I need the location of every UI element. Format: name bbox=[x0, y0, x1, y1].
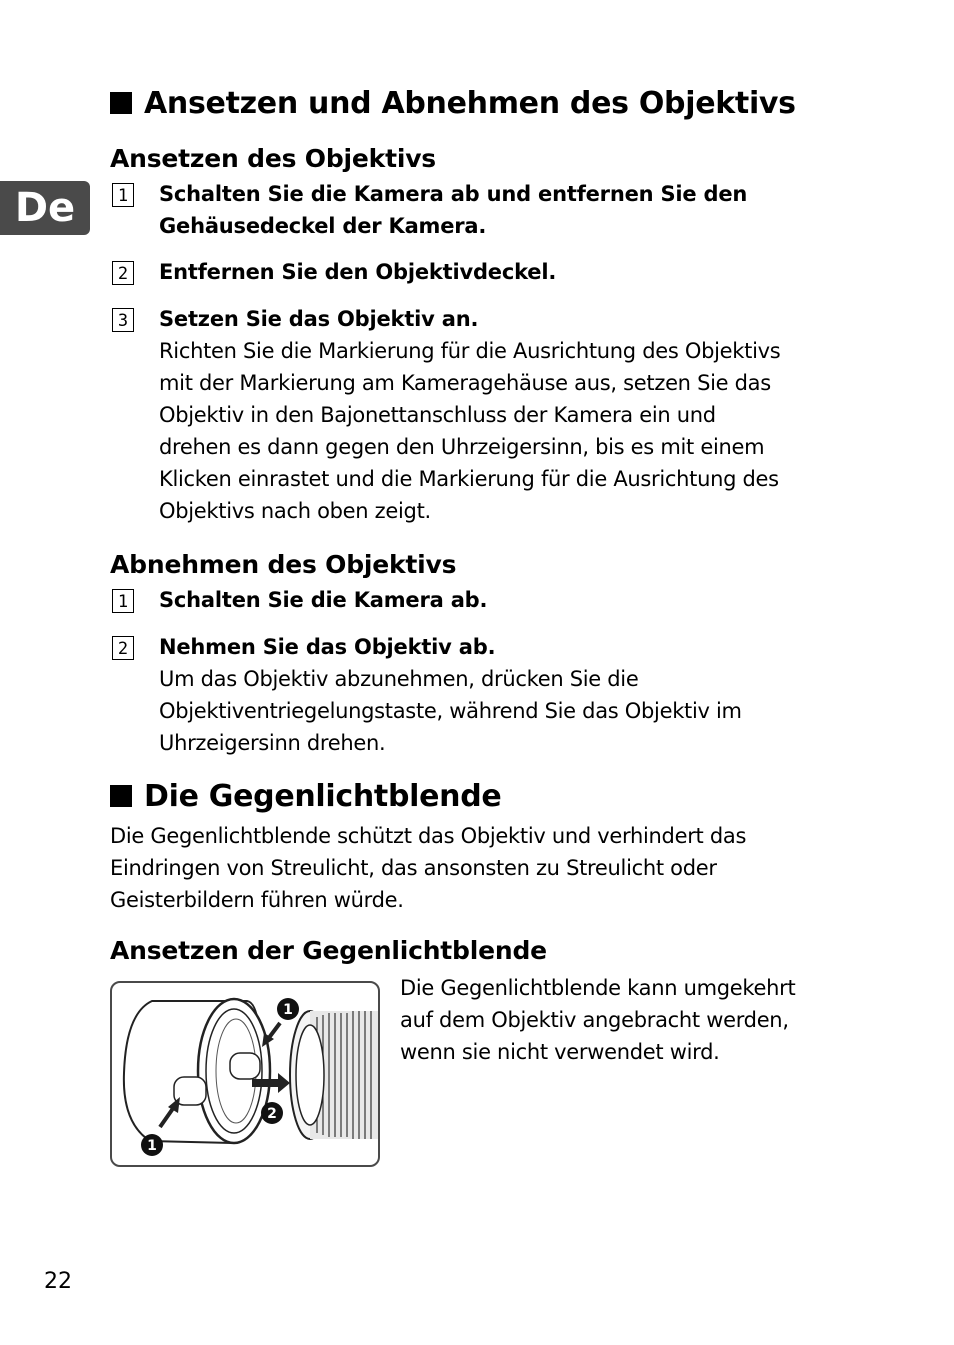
step-title: Nehmen Sie das Objektiv ab. bbox=[159, 635, 496, 659]
step-number: 2 bbox=[112, 636, 134, 660]
section-title-text: Ansetzen und Abnehmen des Objektivs bbox=[144, 86, 796, 121]
section-title-text: Die Gegenlichtblende bbox=[144, 779, 502, 814]
step-title: Schalten Sie die Kamera ab und entfernen Sie den bbox=[159, 182, 748, 206]
subheading-attach-lens: Ansetzen des Objektivs bbox=[110, 144, 436, 173]
step-body-line: Objektivs nach oben zeigt. bbox=[159, 499, 431, 523]
intro-line: Eindringen von Streulicht, das ansonsten zu Streulicht oder bbox=[110, 856, 717, 880]
step-body-line: Richten Sie die Markierung für die Ausrichtung des Objektivs bbox=[159, 339, 781, 363]
step-body-line: Uhrzeigersinn drehen. bbox=[159, 731, 386, 755]
lens-hood-drawing bbox=[112, 983, 378, 1165]
section-title-hood bbox=[110, 779, 501, 815]
step-body-line: Um das Objektiv abzunehmen, drücken Sie die bbox=[159, 667, 639, 691]
hood-text-line: auf dem Objektiv angebracht werden, bbox=[400, 1008, 789, 1032]
step-number: 1 bbox=[112, 589, 134, 613]
step-number: 2 bbox=[112, 261, 134, 285]
square-bullet-icon bbox=[110, 92, 132, 114]
section-title-lens bbox=[110, 86, 796, 122]
callout-1-top: 1 bbox=[283, 1002, 293, 1018]
page-number: 22 bbox=[44, 1269, 72, 1294]
step-number: 1 bbox=[112, 183, 134, 207]
callout-1-bottom: 1 bbox=[147, 1138, 157, 1154]
step-body-line: drehen es dann gegen den Uhrzeigersinn, bis es mit einem bbox=[159, 435, 765, 459]
step-title: Setzen Sie das Objektiv an. bbox=[159, 307, 479, 331]
step-title: Gehäusedeckel der Kamera. bbox=[159, 214, 487, 238]
intro-line: Die Gegenlichtblende schützt das Objektiv und verhindert das bbox=[110, 824, 747, 848]
callout-2: 2 bbox=[267, 1106, 277, 1122]
lens-hood-illustration bbox=[110, 981, 380, 1167]
step-title: Entfernen Sie den Objektivdeckel. bbox=[159, 260, 557, 284]
step-number: 3 bbox=[112, 308, 134, 332]
step-body-line: Klicken einrastet und die Markierung für die Ausrichtung des bbox=[159, 467, 779, 491]
intro-line: Geisterbildern führen würde. bbox=[110, 888, 404, 912]
subheading-detach-lens: Abnehmen des Objektivs bbox=[110, 550, 457, 579]
step-body-line: Objektiv in den Bajonettanschluss der Kamera ein und bbox=[159, 403, 716, 427]
step-title: Schalten Sie die Kamera ab. bbox=[159, 588, 488, 612]
square-bullet-icon bbox=[110, 785, 132, 807]
language-tab: De bbox=[0, 181, 90, 235]
step-body-line: Objektiventriegelungstaste, während Sie das Objektiv im bbox=[159, 699, 742, 723]
hood-text-line: wenn sie nicht verwendet wird. bbox=[400, 1040, 720, 1064]
step-body-line: mit der Markierung am Kameragehäuse aus, setzen Sie das bbox=[159, 371, 771, 395]
subheading-attach-hood: Ansetzen der Gegenlichtblende bbox=[110, 936, 547, 965]
hood-text-line: Die Gegenlichtblende kann umgekehrt bbox=[400, 976, 796, 1000]
